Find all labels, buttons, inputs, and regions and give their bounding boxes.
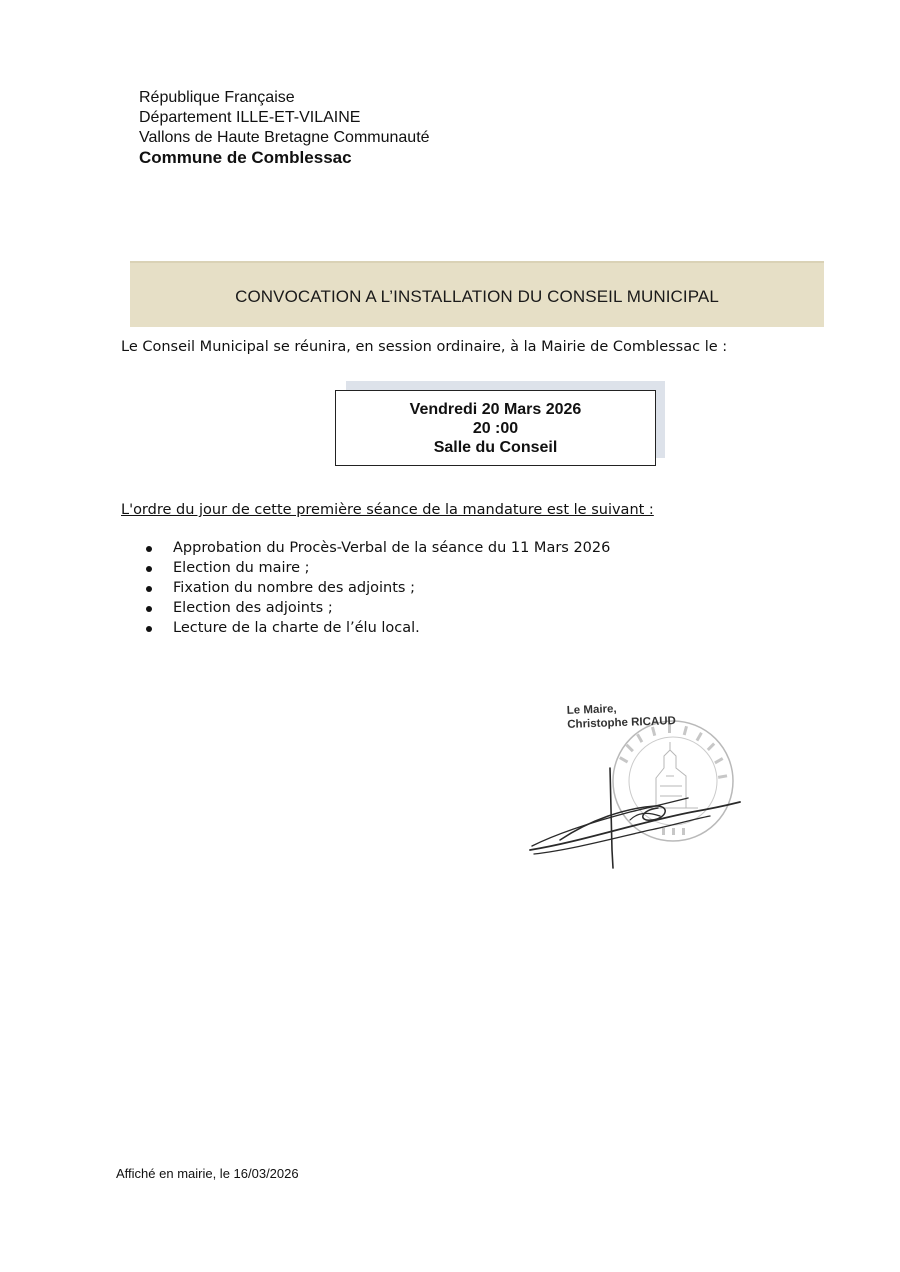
bullet-icon bbox=[146, 626, 152, 632]
bullet-icon bbox=[146, 566, 152, 572]
bullet-icon bbox=[146, 606, 152, 612]
agenda-list bbox=[146, 538, 610, 638]
intro-sentence: Le Conseil Municipal se réunira, en session ordinaire, à la Mairie de Comblessac le : bbox=[121, 339, 728, 355]
header-republic: République Française bbox=[139, 89, 295, 106]
agenda-item bbox=[146, 618, 610, 638]
meeting-time: 20 :00 bbox=[472, 419, 519, 437]
meeting-box bbox=[335, 390, 656, 466]
agenda-item bbox=[146, 598, 610, 618]
header-community: Vallons de Haute Bretagne Communauté bbox=[139, 129, 430, 146]
agenda-item-text: Election des adjoints ; bbox=[173, 600, 333, 616]
bullet-icon bbox=[146, 546, 152, 552]
meeting-place: Salle du Conseil bbox=[433, 438, 558, 456]
header-department: Département ILLE-ET-VILAINE bbox=[139, 109, 361, 126]
agenda-item bbox=[146, 558, 610, 578]
title-banner bbox=[130, 261, 824, 327]
mayor-signature bbox=[520, 750, 750, 875]
signature-block bbox=[567, 700, 677, 732]
bullet-icon bbox=[146, 586, 152, 592]
agenda-item-text: Lecture de la charte de l’élu local. bbox=[173, 620, 420, 636]
signatory-title: Le Maire, bbox=[566, 703, 617, 717]
agenda-heading: L'ordre du jour de cette première séance de la mandature est le suivant : bbox=[121, 502, 654, 518]
header-commune: Commune de Comblessac bbox=[139, 148, 352, 167]
letterhead bbox=[139, 88, 430, 168]
agenda-item bbox=[146, 538, 610, 558]
document-title: CONVOCATION A L’INSTALLATION DU CONSEIL MUNICIPAL bbox=[235, 286, 719, 306]
agenda-item-text: Fixation du nombre des adjoints ; bbox=[173, 580, 415, 596]
agenda-item-text: Approbation du Procès-Verbal de la séance du 11 Mars 2026 bbox=[173, 540, 611, 556]
agenda-item-text: Election du maire ; bbox=[173, 560, 310, 576]
meeting-date: Vendredi 20 Mars 2026 bbox=[409, 400, 582, 418]
posting-notice: Affiché en mairie, le 16/03/2026 bbox=[116, 1166, 299, 1181]
agenda-item bbox=[146, 578, 610, 598]
signatory-name: Christophe RICAUD bbox=[567, 715, 677, 731]
